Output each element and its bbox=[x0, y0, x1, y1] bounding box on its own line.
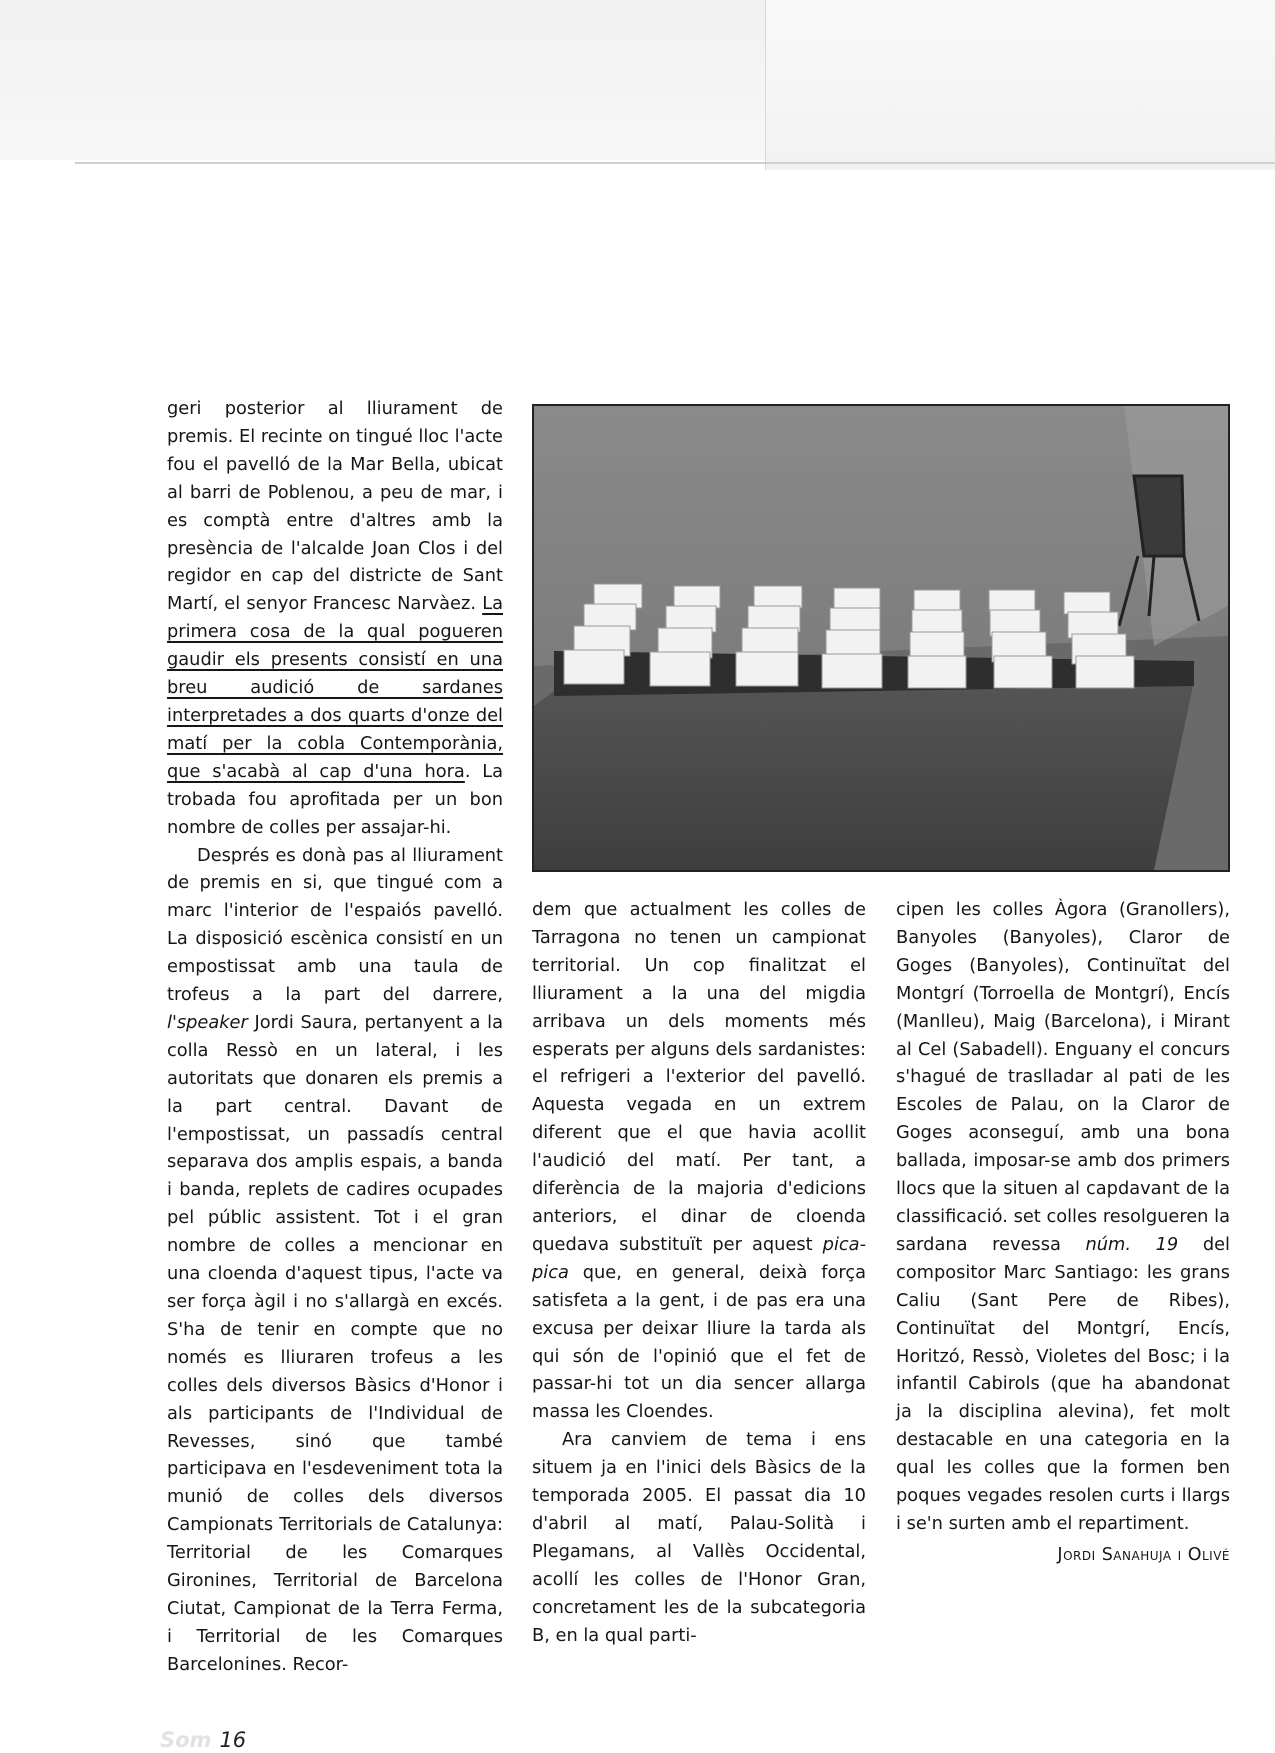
scanned-sheet-top-right bbox=[765, 0, 1275, 170]
page-footer bbox=[160, 1728, 246, 1752]
trophy-table-photo bbox=[532, 404, 1230, 872]
paragraph bbox=[167, 842, 503, 1679]
text: Jordi Saura, pertanyent a la colla Ressò en un lateral, i les autoritats que donaren els premis a la part central. Davant de l'empostissat, un passadís central separava dos amplis espais, a banda i banda, replets de cadires ocupades pel públic assistent. Tot i el gran nombre de colles a mencionar en una cloenda d'aquest tipus, l'acte va ser força àgil i no s'allargà en excés. S'ha de tenir en compte que no només es lliuraren trofeus a les colles dels diversos Bàsics d'Honor i als participants de l'Individual de Revesses, sinó que també participava en l'esdeveniment tota la munió de colles dels diversos Campionats Territorials de Catalunya: Territorial de les Comarques Gironines, Territorial de Barcelona Ciutat, Campionat de la Terra Ferma, i Territorial de les Comarques Barcelonines. Recor- bbox=[167, 1011, 503, 1675]
text: del compositor Marc Santiago: les grans Caliu (Sant Pere de Ribes), Continuïtat del Montgrí, Encís, Horitzó, Ressò, Violetes del Bosc; i la infantil Cabirols (que ha abandonat ja la disciplina alevina), fet molt destacable en una categoria en la qual les colles que la formen ben poques vegades resolen curts i llargs i se'n surten amb el repartiment. bbox=[896, 1233, 1230, 1534]
text: dem que actualment les colles de Tarragona no tenen un campionat territorial. Un cop finalitzat el lliurament a la una del migdia arribava un dels moments més esperats per alguns dels sardanistes: el refrigeri a l'exterior del pavelló. Aquesta vegada en un extrem diferent que el que havia acollit l'audició del matí. Per tant, a diferència de la majoria d'edicions anteriors, el dinar de cloenda quedava substituït per aquest bbox=[532, 899, 866, 1255]
italic-text: l'speaker bbox=[167, 1011, 248, 1033]
scanned-sheet-top-left bbox=[0, 0, 765, 160]
article-column-1 bbox=[167, 395, 503, 1679]
paragraph bbox=[896, 896, 1230, 1538]
italic-text: pica-pica bbox=[532, 1233, 866, 1283]
text: Després es donà pas al lliurament de premis en si, que tingué com a marc l'interior de l'espaiós pavelló. La disposició escènica consistí en un empostissat amb una taula de trofeus a la part del darrere, bbox=[167, 844, 503, 1006]
text: que, en general, deixà força satisfeta a la gent, i de pas era una excusa per deixar lliure la tarda als qui són de l'opinió que el fet de passar-hi tot un dia sencer allarga massa les Cloendes. bbox=[532, 1261, 866, 1423]
photo-illustration bbox=[534, 406, 1228, 870]
paragraph bbox=[532, 896, 866, 1426]
text: geri posterior al lliurament de premis. El recinte on tingué lloc l'acte fou el pavelló de la Mar Bella, ubicat al barri de Poblenou, a peu de mar, i es comptà entre d'altres amb la presència de l'alcalde Joan Clos i del regidor en cap del districte de Sant Martí, el senyor Francesc Narvàez. bbox=[167, 398, 503, 615]
text: . La trobada fou aprofitada per un bon nombre de colles per assajar-hi. bbox=[167, 760, 503, 838]
page-edge bbox=[75, 162, 1275, 164]
table-cloth bbox=[534, 681, 1194, 870]
text: Ara canviem de tema i ens situem ja en l'inici dels Bàsics de la temporada 2005. El passat dia 10 d'abril al matí, Palau-Solità i Plegamans, al Vallès Occidental, acollí les colles de l'Honor Gran, concretament les de la subcategoria B, en la qual parti- bbox=[532, 1429, 866, 1646]
page-number: 16 bbox=[219, 1728, 247, 1752]
author-signature: Jordi Sanahuja i Olivé bbox=[1057, 1545, 1230, 1565]
article-column-2 bbox=[532, 896, 866, 1649]
paragraph bbox=[167, 395, 503, 842]
italic-text: núm. 19 bbox=[1085, 1233, 1179, 1255]
article-column-3 bbox=[896, 896, 1230, 1538]
text: cipen les colles Àgora (Granollers), Banyoles (Banyoles), Claror de Goges (Banyoles), Continuïtat del Montgrí (Torroella de Montgrí), Encís (Manlleu), Maig (Barcelona), i Mirant al Cel (Sabadell). Enguany el concurs s'hagué de traslladar al pati de les Escoles de Palau, on la Claror de Goges aconseguí, amb una bona ballada, imposar-se amb dos primers llocs que la situen al capdavant de la classificació. set colles resolgueren la sardana revessa bbox=[896, 899, 1230, 1255]
underlined-text: La primera cosa de la qual pogueren gaudir els presents consistí en una breu audició de sardanes interpretades a dos quarts d'onze del matí per la cobla Contemporània, que s'acabà al cap d'una hora bbox=[167, 593, 503, 782]
magazine-name: Som bbox=[160, 1728, 212, 1752]
paragraph bbox=[532, 1426, 866, 1649]
